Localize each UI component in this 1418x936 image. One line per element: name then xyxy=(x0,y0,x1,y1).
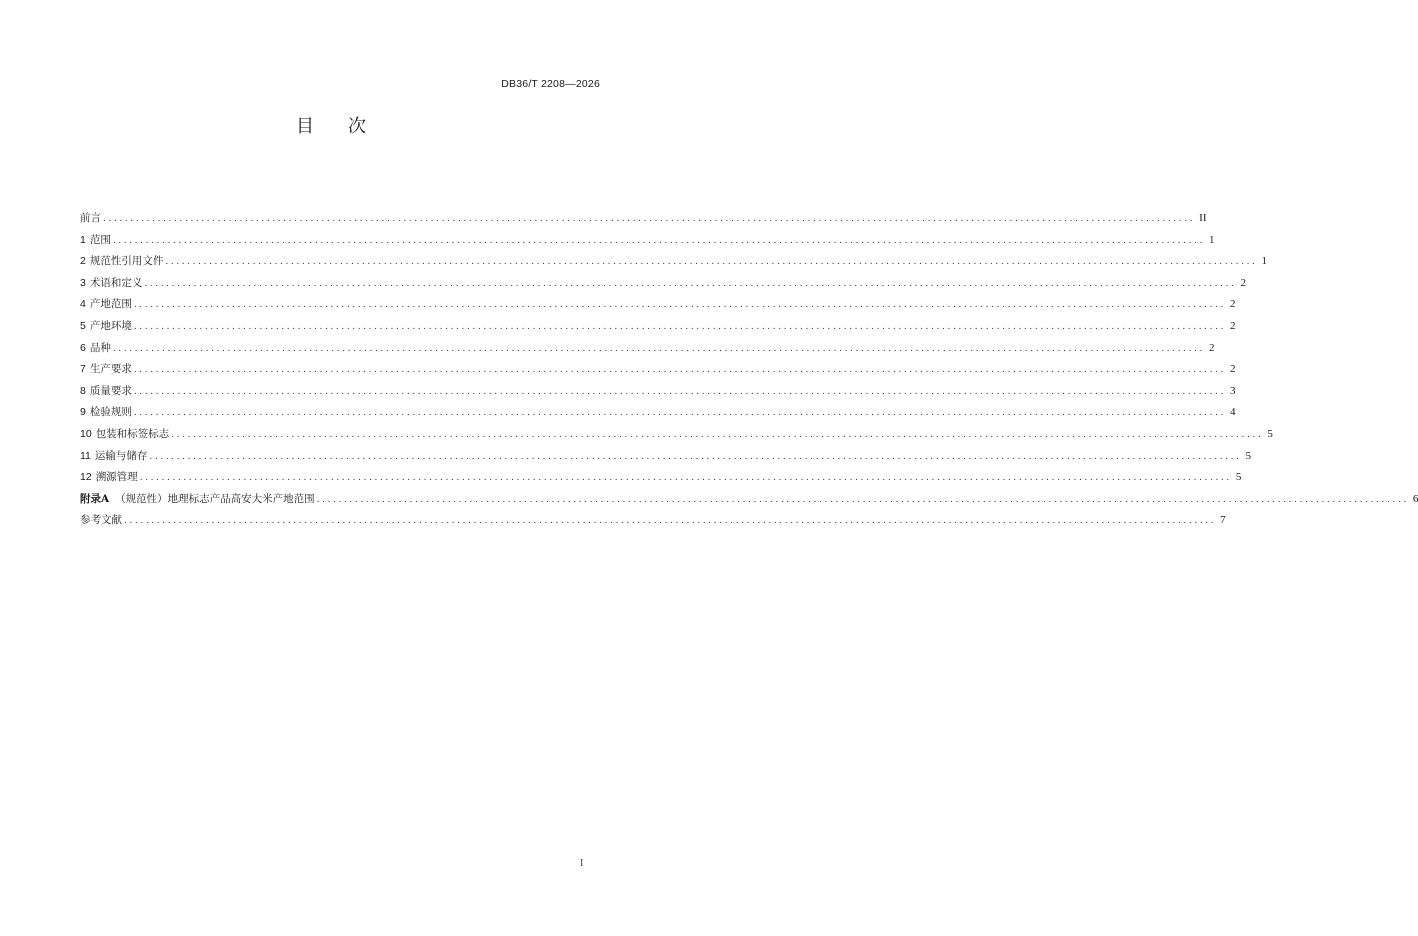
toc-dot-leader: ........................................................................................................................................................................................................ xyxy=(149,451,1242,462)
toc-title xyxy=(0,112,662,138)
toc-entry-page: 4 xyxy=(1230,406,1236,419)
toc-entry-text: 前言 xyxy=(80,212,101,224)
toc-entry-number: 6 xyxy=(80,341,86,354)
toc-entry-label xyxy=(80,381,134,403)
toc-entry-appendix-a[interactable] xyxy=(80,489,1418,511)
table-of-contents xyxy=(80,208,1418,532)
toc-entry-label xyxy=(80,467,140,489)
toc-entry-label xyxy=(80,510,124,532)
toc-entry-text: 术语和定义 xyxy=(89,276,143,289)
toc-entry-9[interactable] xyxy=(80,402,1236,424)
page-number: I xyxy=(580,858,584,869)
toc-entry-page: 2 xyxy=(1240,276,1247,289)
toc-dot-leader: ........................................................................................................................................................................................................ xyxy=(133,365,1227,376)
toc-entry-page: 7 xyxy=(1220,514,1226,527)
toc-dot-leader: ........................................................................................................................................................................................................ xyxy=(133,300,1227,311)
toc-entry-text: 运输与储存 xyxy=(94,449,148,462)
toc-dot-leader: ........................................................................................................................................................................................................ xyxy=(165,257,1258,268)
toc-entry-number: 1 xyxy=(80,233,86,246)
toc-entry-label xyxy=(80,338,113,360)
toc-entry-number: 9 xyxy=(80,406,86,419)
toc-entry-foreword[interactable] xyxy=(80,208,1207,230)
toc-entry-number: 5 xyxy=(80,319,86,332)
toc-entry-11[interactable] xyxy=(80,446,1252,468)
toc-entry-10[interactable] xyxy=(80,424,1273,446)
toc-entry-page: 2 xyxy=(1230,319,1236,332)
toc-entry-text: 质量要求 xyxy=(89,384,132,397)
toc-entry-page: 1 xyxy=(1261,255,1268,268)
toc-entry-page: 3 xyxy=(1230,384,1236,397)
document-code: DB36/T 2208—2026 xyxy=(501,78,600,90)
toc-entry-label xyxy=(80,316,134,338)
toc-entry-number: 2 xyxy=(80,255,86,268)
toc-entry-text: 参考文献 xyxy=(80,514,122,527)
toc-entry-text: 溯源管理 xyxy=(95,471,138,484)
toc-dot-leader: ........................................................................................................................................................................................................ xyxy=(133,321,1227,332)
toc-entry-text: 产地范围 xyxy=(89,298,132,311)
toc-entry-number: 7 xyxy=(80,363,86,376)
toc-entry-page: 6 xyxy=(1412,492,1418,505)
toc-entry-page: 5 xyxy=(1235,471,1242,484)
toc-entry-text: 包装和标签标志 xyxy=(95,427,170,440)
toc-entry-label xyxy=(80,489,317,511)
toc-entry-label xyxy=(80,230,113,252)
toc-entry-number: 8 xyxy=(80,384,86,397)
toc-title-char-1: 目 xyxy=(296,116,314,137)
toc-dot-leader: ........................................................................................................................................................................................................ xyxy=(316,494,1409,505)
toc-entry-text: 生产要求 xyxy=(89,363,132,376)
toc-entry-label xyxy=(80,424,171,446)
toc-entry-text: （规范性）地理标志产品高安大米产地范围 xyxy=(115,492,315,505)
toc-entry-text: 范围 xyxy=(89,233,111,246)
toc-entry-1[interactable] xyxy=(80,230,1215,252)
toc-entry-7[interactable] xyxy=(80,359,1236,381)
toc-entry-4[interactable] xyxy=(80,294,1236,316)
toc-entry-label xyxy=(80,402,134,424)
toc-dot-leader: ........................................................................................................................................................................................................ xyxy=(139,473,1232,484)
toc-entry-page: II xyxy=(1199,212,1207,224)
toc-entry-12[interactable] xyxy=(80,467,1242,489)
toc-entry-number: 10 xyxy=(80,427,92,440)
toc-entry-text: 品种 xyxy=(89,341,111,354)
toc-entry-number: 3 xyxy=(80,276,86,289)
toc-entry-2[interactable] xyxy=(80,251,1268,273)
toc-entry-appendix-prefix: 附录A xyxy=(80,492,110,505)
toc-entry-3[interactable] xyxy=(80,273,1247,295)
toc-entry-label xyxy=(80,359,134,381)
toc-entry-text: 检验规则 xyxy=(89,406,132,419)
toc-dot-leader: ........................................................................................................................................................................................................ xyxy=(124,516,1217,527)
toc-dot-leader: ........................................................................................................................................................................................................ xyxy=(112,343,1206,354)
toc-entry-6[interactable] xyxy=(80,338,1215,360)
toc-entry-label xyxy=(80,446,149,468)
toc-entry-8[interactable] xyxy=(80,381,1236,403)
toc-dot-leader: ........................................................................................................................................................................................................ xyxy=(112,235,1206,246)
toc-entry-text: 产地环境 xyxy=(89,319,132,332)
toc-entry-number: 12 xyxy=(80,471,92,484)
toc-entry-5[interactable] xyxy=(80,316,1236,338)
toc-entry-page: 5 xyxy=(1245,449,1252,462)
toc-dot-leader: ........................................................................................................................................................................................................ xyxy=(133,386,1227,397)
toc-entry-text: 规范性引用文件 xyxy=(89,255,164,268)
toc-entry-page: 1 xyxy=(1209,233,1215,246)
toc-entry-page: 5 xyxy=(1267,427,1273,440)
toc-title-char-2: 次 xyxy=(348,116,366,137)
toc-entry-number: 4 xyxy=(80,298,86,311)
toc-entry-label xyxy=(80,251,165,273)
toc-entry-references[interactable] xyxy=(80,510,1226,532)
toc-entry-number: 11 xyxy=(80,449,91,462)
toc-entry-label xyxy=(80,273,144,295)
toc-dot-leader: ........................................................................................................................................................................................................ xyxy=(133,408,1227,419)
toc-entry-page: 2 xyxy=(1230,363,1236,376)
toc-entry-label xyxy=(80,294,134,316)
toc-dot-leader: ........................................................................................................................................................................................................ xyxy=(171,429,1264,440)
toc-entry-label xyxy=(80,208,103,230)
toc-dot-leader: ........................................................................................................................................................................................................ xyxy=(103,214,1196,224)
toc-dot-leader: ........................................................................................................................................................................................................ xyxy=(144,278,1237,289)
toc-entry-page: 2 xyxy=(1209,341,1215,354)
toc-entry-page: 2 xyxy=(1230,298,1236,311)
